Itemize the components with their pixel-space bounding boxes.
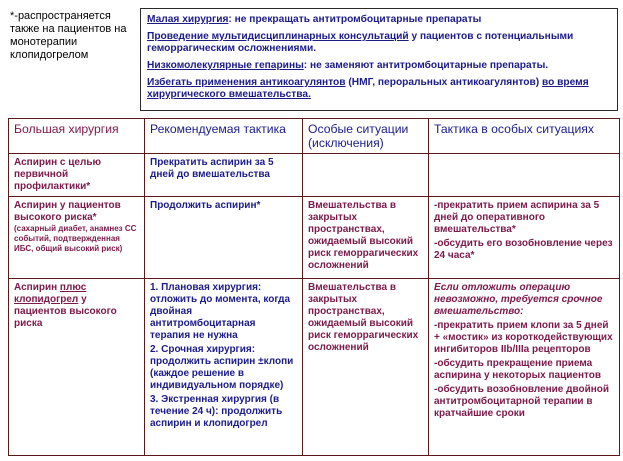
recommendation-consultations xyxy=(147,31,611,55)
cell-special-tactic xyxy=(429,279,620,456)
cell-empty xyxy=(303,154,429,197)
recommendation-head: Проведение мультидисциплинарных консультаций xyxy=(147,31,409,42)
cell-text-part: Аспирин xyxy=(14,282,60,293)
footnote-text: *-распространяется также на пациентов на монотерапии клопидогрелом xyxy=(10,10,127,61)
recommendations-box xyxy=(140,8,618,111)
tactic-intro: Если отложить операцию невозможно, требуется срочное вмешательство: xyxy=(434,282,603,317)
surgery-tactics-table xyxy=(8,118,620,456)
recommendation-tail: во время хирургического вмешательства. xyxy=(147,77,589,100)
option-planned: 1. Плановая хирургия: отложить до момента, когда двойная антитромбоцитарная терапия не нужна xyxy=(150,282,291,341)
cell-closed-space: Вмешательства в закрытых пространствах, ожидаемый высокий риск геморрагических осложнений xyxy=(303,279,429,456)
recommendation-text: (НМГ, пероральных антикоагулянтов) xyxy=(345,77,542,88)
cell-text-part: у пациентов высокого риска xyxy=(14,294,117,329)
recommendation-text: у пациентов с потенциальными геморрагическим осложнениями. xyxy=(147,31,574,54)
cell-closed-space: Вмешательства в закрытых пространствах, ожидаемый высокий риск геморрагических осложнений xyxy=(303,197,429,279)
option-urgent: 2. Срочная хирургия: продолжить аспирин ±клопи (каждое решение в индивидуальном порядке) xyxy=(150,344,294,391)
cell-aspirin-high-risk xyxy=(9,197,145,279)
cell-surgery-options xyxy=(145,279,303,456)
cell-text-underlined: плюс клопидогрел xyxy=(14,282,87,305)
tactic-item: -обсудить его возобновление через 24 часа* xyxy=(434,238,613,261)
header-major-surgery: Большая хирургия xyxy=(9,119,145,154)
tactic-item: -обсудить возобновление двойной антитромбоцитарной терапии в кратчайшие сроки xyxy=(434,384,610,419)
table-row xyxy=(9,197,620,279)
recommendation-head: Малая хирургия xyxy=(147,14,229,25)
header-recommended-tactic: Рекомендуемая тактика xyxy=(145,119,303,154)
cell-special-tactic xyxy=(429,197,620,279)
recommendation-head: Избегать применения антикоагулянтов xyxy=(147,77,346,88)
tactic-item: -прекратить прием клопи за 5 дней + «мостик» из короткодействующих ингибиторов IIb/IIIa рецепторов xyxy=(434,320,613,355)
option-emergency: 3. Экстренная хирургия (в течение 24 ч): продолжить аспирин и клопидогрел xyxy=(150,394,283,429)
table-row xyxy=(9,279,620,456)
cell-continue-aspirin: Продолжить аспирин* xyxy=(145,197,303,279)
header-special-tactic: Тактика в особых ситуациях xyxy=(429,119,620,154)
cell-stop-aspirin: Прекратить аспирин за 5 дней до вмешательства xyxy=(145,154,303,197)
recommendation-minor-surgery xyxy=(147,14,611,26)
cell-aspirin-clopidogrel xyxy=(9,279,145,456)
table-row xyxy=(9,154,620,197)
header-special-situations: Особые ситуации (исключения) xyxy=(303,119,429,154)
recommendation-text: : не заменяют антитромбоцитарные препараты. xyxy=(303,60,549,71)
recommendation-lmwh xyxy=(147,60,611,72)
recommendation-text: : не прекращать антитромбоцитарные препараты xyxy=(228,14,482,25)
tactic-item: -прекратить прием аспирина за 5 дней до оперативного вмешательства* xyxy=(434,200,600,235)
recommendation-anticoagulants xyxy=(147,77,611,101)
cell-empty xyxy=(429,154,620,197)
tactic-item: -обсудить прекращение приема аспирина у некоторых пациентов xyxy=(434,358,602,381)
cell-note-text: (сахарный диабет, анамнез СС событий, подтвержденная ИБС, общий высокий риск) xyxy=(14,224,137,253)
cell-aspirin-primary: Аспирин с целью первичной профилактики* xyxy=(9,154,145,197)
recommendation-head: Низкомолекулярные гепарины xyxy=(147,60,304,71)
cell-main-text: Аспирин у пациентов высокого риска* xyxy=(14,200,121,223)
table-header-row xyxy=(9,119,620,154)
